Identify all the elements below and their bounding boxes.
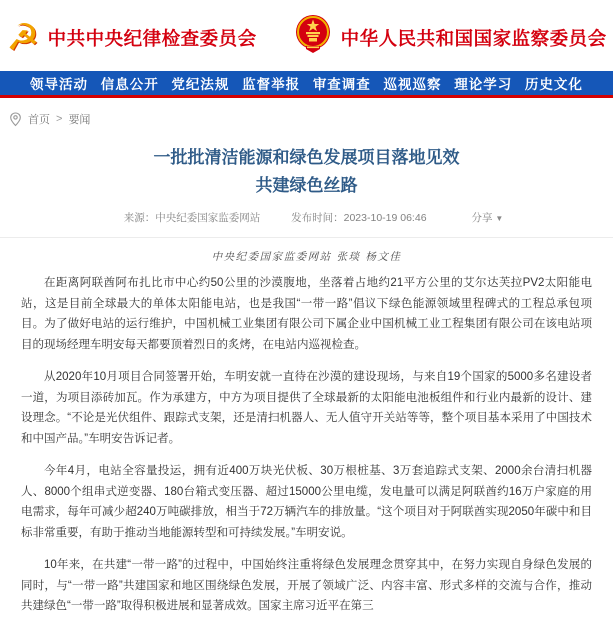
- article-publish-time: [291, 212, 426, 224]
- meta-divider: [0, 237, 613, 238]
- time-value: 2023-10-19 06:46: [343, 212, 427, 224]
- article-title-line1: 一批批清洁能源和绿色发展项目落地见效: [153, 148, 460, 167]
- article-paragraph: 10年来，在共建“一带一路”的过程中，中国始终注重将绿色发展理念贯穿其中，在努力实现自身绿色发展的同时，与“一带一路”共建国家和地区围绕绿色发展，开展了领域广泛、内容丰富、形式多样的交流与合作，推动共建绿色“一带一路”取得积极进展和显著成效。国家主席习近平在第三: [21, 559, 592, 612]
- site-header: [0, 0, 613, 71]
- breadcrumb-separator: >: [56, 113, 63, 125]
- article-title: [0, 144, 613, 200]
- article-paragraph: 今年4月，电站全容量投运，拥有近400万块光伏板、30万根桩基、3万套追踪式支架、2000余台清扫机器人、8000个组串式逆变器、180台箱式变压器、超过15000公里电缆，发电量可以满足阿联酋约16万户家庭的用电需求，每年可减少超240万吨碳排放，相当于72万辆汽车的排放量。“这个项目对于阿联酋实现2050年碳中和目标非常重要，有助于推动当地能源转型和可持续发展。”车明安说。: [21, 465, 592, 539]
- breadcrumb-current[interactable]: 要闻: [68, 114, 91, 126]
- location-pin-icon: [9, 112, 22, 127]
- nsc-site-title: 中华人民共和国国家监察委员会: [340, 27, 607, 49]
- nav-item[interactable]: 巡视巡察: [383, 77, 442, 92]
- nav-item[interactable]: 党纪法规: [171, 77, 230, 92]
- share-label: 分享: [471, 212, 493, 224]
- ccdi-site-title: 中共中央纪律检查委员会: [47, 27, 257, 49]
- nav-item[interactable]: 领导活动: [30, 77, 88, 92]
- party-emblem-icon: ☭: [6, 15, 40, 59]
- chevron-down-icon: ▼: [495, 214, 504, 223]
- source-label: 来源：: [123, 212, 156, 224]
- article-meta: [0, 210, 613, 225]
- ccdi-logo-group[interactable]: [6, 15, 257, 59]
- nav-item[interactable]: 历史文化: [524, 77, 583, 92]
- nav-item[interactable]: 理论学习: [454, 77, 513, 92]
- main-nav: [0, 71, 613, 98]
- article-byline: 中央纪委国家监委网站 张琰 杨文佳: [211, 251, 402, 263]
- nsc-logo-group[interactable]: [293, 13, 607, 62]
- nav-item[interactable]: 审查调查: [312, 77, 371, 92]
- share-button[interactable]: [471, 212, 503, 224]
- article-title-line2: 共建绿色丝路: [255, 176, 358, 195]
- source-value: 中央纪委国家监委网站: [155, 212, 261, 224]
- article-paragraph: 从2020年10月项目合同签署开始，车明安就一直待在沙漠的建设现场，与来自19个国家的5000多名建设者一道，为项目添砖加瓦。作为承建方，中方为项目提供了全球最新的太阳能电池板组件和行业内最新的设计、建设理念。“不论是光伏组件、跟踪式支架，还是清扫机器人、无人值守开关站等等，整个项目基本采用了中国技术和中国产品。”车明安告诉记者。: [21, 371, 592, 445]
- article-paragraph: 在距离阿联酋阿布扎比市中心约50公里的沙漠腹地，坐落着占地约21平方公里的艾尔达芙拉PV2太阳能电站，这是目前全球最大的单体太阳能电站，也是我国“一带一路”倡议下绿色能源领域里程碑式的工程总承包项目。为了做好电站的运行维护，中国机械工业集团有限公司下属企业中国机械工业工程集团有限公司在该电站项目的现场经理车明安每天都要顶着烈日的炙烤，在电站内巡视检查。: [21, 277, 592, 351]
- time-label: 发布时间：: [291, 212, 344, 224]
- nav-item[interactable]: 信息公开: [100, 77, 159, 92]
- nav-item[interactable]: 监督举报: [242, 77, 301, 92]
- national-emblem-icon: [293, 13, 333, 62]
- breadcrumb: [9, 111, 613, 127]
- breadcrumb-home-link[interactable]: 首页: [28, 114, 50, 126]
- article-source: [124, 212, 261, 224]
- article-body: [21, 273, 592, 617]
